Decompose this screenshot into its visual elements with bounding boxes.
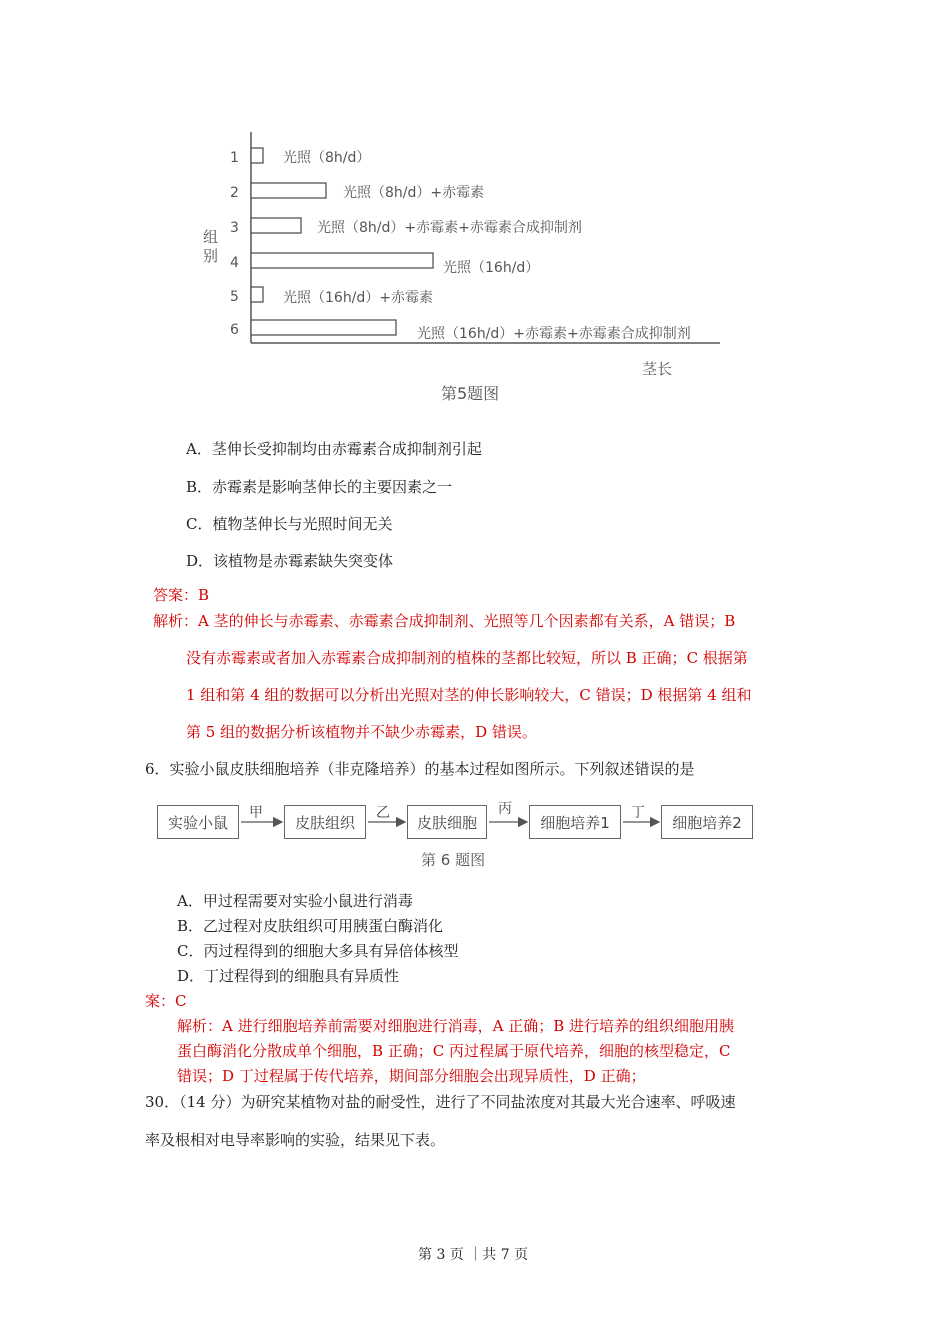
q6-option-d: D．丁过程得到的细胞具有异质性 bbox=[177, 967, 400, 985]
bar-group-2 bbox=[251, 183, 326, 198]
q5-analysis-line: 第 5 组的数据分析该植物并不缺少赤霉素，D 错误。 bbox=[186, 723, 537, 741]
q6-stem: 6．实验小鼠皮肤细胞培养（非克隆培养）的基本过程如图所示。下列叙述错误的是 bbox=[145, 760, 695, 778]
bar-group-1 bbox=[251, 148, 263, 163]
flow-label-yi: 乙 bbox=[376, 805, 390, 821]
q5-option-d: D．该植物是赤霉素缺失突变体 bbox=[186, 552, 394, 570]
q6-analysis-line: 解析：A 进行细胞培养前需要对细胞进行消毒，A 正确；B 进行培养的组织细胞用胰 bbox=[177, 1017, 734, 1035]
q5-option-c: C．植物茎伸长与光照时间无关 bbox=[186, 515, 393, 533]
group-label-1: 1 bbox=[230, 150, 239, 166]
bar-label-6: 光照（16h/d）+赤霉素+赤霉素合成抑制剂 bbox=[417, 326, 691, 342]
y-axis-label: 组别 bbox=[203, 228, 219, 265]
q30-line: 率及根相对电导率影响的实验，结果见下表。 bbox=[145, 1131, 446, 1149]
q6-analysis-line: 错误；D 丁过程属于传代培养，期间部分细胞会出现异质性，D 正确； bbox=[177, 1067, 646, 1085]
flow-box-culture-2: 细胞培养2 bbox=[661, 805, 753, 839]
stem-length-bar-chart bbox=[0, 0, 950, 420]
group-label-6: 6 bbox=[230, 322, 239, 338]
q6-analysis-line: 蛋白酶消化分散成单个细胞，B 正确；C 丙过程属于原代培养，细胞的核型稳定，C bbox=[177, 1042, 731, 1060]
q5-option-b: B．赤霉素是影响茎伸长的主要因素之一 bbox=[186, 478, 453, 496]
bar-label-3: 光照（8h/d）+赤霉素+赤霉素合成抑制剂 bbox=[317, 220, 582, 236]
q6-option-c: C．丙过程得到的细胞大多具有异倍体核型 bbox=[177, 942, 459, 960]
flow-label-ding: 丁 bbox=[631, 805, 645, 821]
bar-label-1: 光照（8h/d） bbox=[283, 150, 371, 166]
bar-group-3 bbox=[251, 218, 301, 233]
figure-5-caption: 第5题图 bbox=[441, 384, 500, 403]
q6-answer: 案：C bbox=[145, 992, 187, 1010]
flow-box-skin-tissue: 皮肤组织 bbox=[284, 805, 366, 839]
q5-answer: 答案：B bbox=[153, 586, 210, 604]
flow-box-mouse: 实验小鼠 bbox=[157, 805, 239, 839]
bar-group-6 bbox=[251, 320, 396, 335]
bar-group-4 bbox=[251, 253, 433, 268]
group-label-5: 5 bbox=[230, 289, 239, 305]
flow-arrows bbox=[0, 790, 950, 840]
bar-group-5 bbox=[251, 287, 263, 302]
page-footer: 第 3 页 ｜共 7 页 bbox=[418, 1247, 529, 1263]
flow-box-skin-cells: 皮肤细胞 bbox=[407, 805, 487, 839]
group-label-4: 4 bbox=[230, 255, 239, 271]
q6-option-a: A．甲过程需要对实验小鼠进行消毒 bbox=[177, 892, 413, 910]
q6-option-b: B．乙过程对皮肤组织可用胰蛋白酶消化 bbox=[177, 917, 444, 935]
q5-analysis-line: 1 组和第 4 组的数据可以分析出光照对茎的伸长影响较大，C 错误；D 根据第 4 组和 bbox=[186, 686, 752, 704]
q30-line: 30．（14 分）为研究某植物对盐的耐受性，进行了不同盐浓度对其最大光合速率、呼吸速 bbox=[145, 1093, 736, 1111]
q5-option-a: A．茎伸长受抑制均由赤霉素合成抑制剂引起 bbox=[186, 440, 482, 458]
group-label-3: 3 bbox=[230, 220, 239, 236]
flow-label-jia: 甲 bbox=[249, 805, 263, 821]
flow-label-bing: 丙 bbox=[498, 801, 512, 817]
bar-label-5: 光照（16h/d）+赤霉素 bbox=[283, 290, 434, 306]
x-axis-label: 茎长 bbox=[642, 360, 673, 378]
bar-label-4: 光照（16h/d） bbox=[443, 260, 540, 276]
figure-6-caption: 第 6 题图 bbox=[421, 851, 486, 869]
q5-analysis-line: 没有赤霉素或者加入赤霉素合成抑制剂的植株的茎都比较短，所以 B 正确；C 根据第 bbox=[186, 649, 748, 667]
group-label-2: 2 bbox=[230, 185, 239, 201]
q5-analysis-line: 解析：A 茎的伸长与赤霉素、赤霉素合成抑制剂、光照等几个因素都有关系，A 错误；B bbox=[153, 612, 736, 630]
bar-label-2: 光照（8h/d）+赤霉素 bbox=[343, 185, 485, 201]
flow-box-culture-1: 细胞培养1 bbox=[529, 805, 621, 839]
